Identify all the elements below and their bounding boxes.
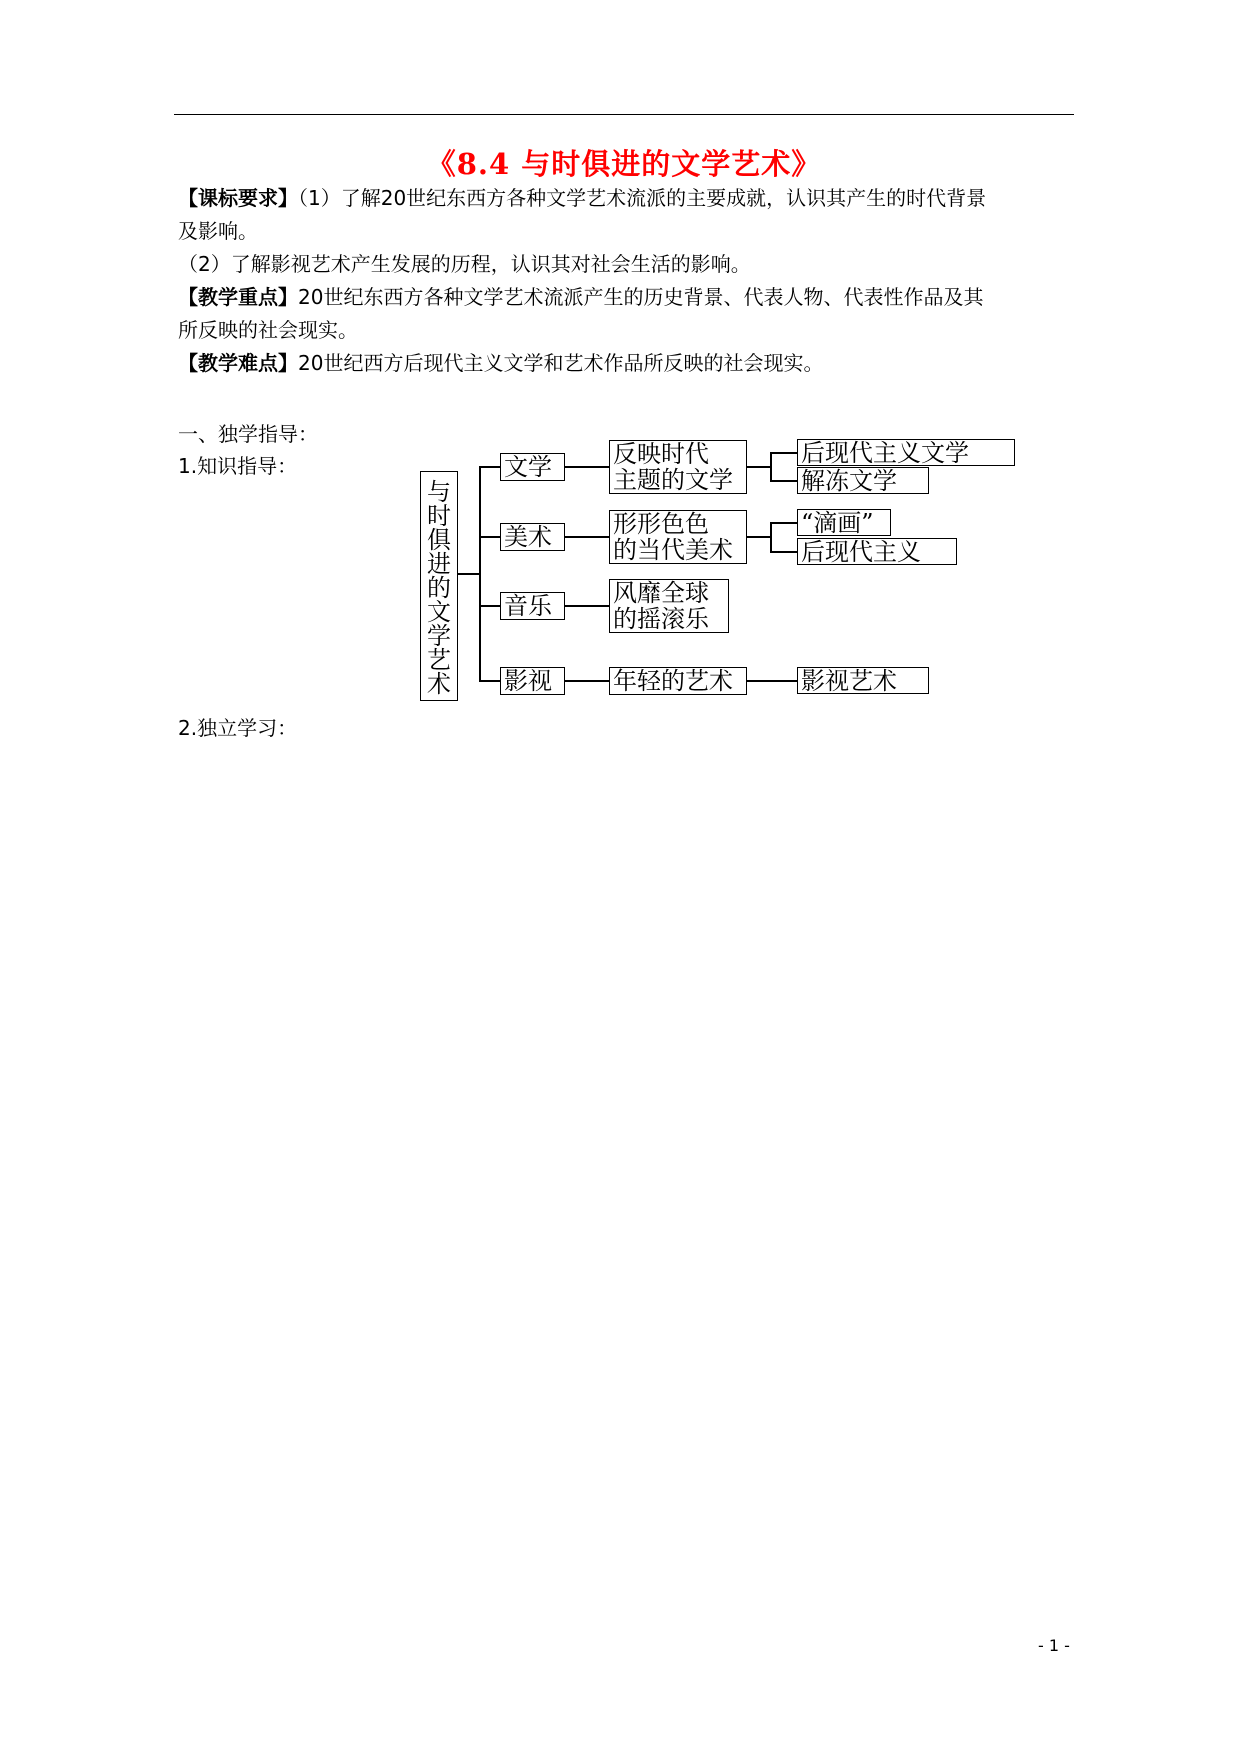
leaf-postmodernism: 后现代主义 <box>797 538 957 565</box>
curriculum-paragraph <box>178 182 1078 281</box>
bracket-art-bottom <box>770 551 798 553</box>
topic-film: 年轻的艺术 <box>609 667 747 695</box>
diagram-root: 与 时 俱 进 的 文 学 艺 术 <box>420 471 458 701</box>
page-number: - 1 - <box>1038 1636 1070 1655</box>
curriculum-text1: （1）了解20世纪东西方各种文学艺术流派的主要成就，认识其产生的时代背景 <box>298 186 987 210</box>
subheading-knowledge: 1.知识指导： <box>178 454 298 478</box>
bracket-art <box>770 522 772 551</box>
line-art-leaves <box>747 536 771 538</box>
bracket-literature-bottom <box>770 480 798 482</box>
key-point-text: 20世纪东西方各种文学艺术流派产生的历史背景、代表人物、代表性作品及其 <box>298 285 984 309</box>
leaf-film-art: 影视艺术 <box>797 667 929 694</box>
root-connector <box>458 573 480 575</box>
topic-music: 风靡全球 的摇滚乐 <box>609 579 729 633</box>
key-point-text-cont: 所反映的社会现实。 <box>178 318 358 342</box>
key-point-paragraph <box>178 281 1078 347</box>
header-rule <box>174 114 1074 115</box>
trunk-line <box>479 466 481 681</box>
line-film-topic <box>565 680 610 682</box>
topic-art: 形形色色 的当代美术 <box>609 510 747 564</box>
line-art-topic <box>565 536 610 538</box>
branch-film: 影视 <box>500 667 565 695</box>
line-film-leaf <box>747 680 798 682</box>
curriculum-label: 【课标要求】 <box>178 186 298 210</box>
trunk-branch-literature <box>479 466 501 468</box>
bracket-art-top <box>770 522 798 524</box>
branch-literature: 文学 <box>500 453 565 481</box>
bracket-literature <box>770 452 772 480</box>
leaf-thaw-literature: 解冻文学 <box>797 467 929 494</box>
leaf-postmodern-literature: 后现代主义文学 <box>797 439 1015 466</box>
curriculum-text2: （2）了解影视艺术产生发展的历程，认识其对社会生活的影响。 <box>178 252 751 276</box>
section-heading: 一、独学指导： <box>178 422 318 446</box>
branch-art: 美术 <box>500 523 565 551</box>
branch-music: 音乐 <box>500 592 565 620</box>
line-literature-leaves <box>747 466 771 468</box>
document-title: 《8.4 与时俱进的文学艺术》 <box>426 147 822 181</box>
curriculum-text1-cont: 及影响。 <box>178 219 258 243</box>
difficult-point-paragraph <box>178 347 1078 380</box>
difficult-point-label: 【教学难点】 <box>178 351 298 375</box>
trunk-branch-art <box>479 536 501 538</box>
bracket-literature-top <box>770 452 798 454</box>
knowledge-diagram <box>420 436 1060 696</box>
key-point-label: 【教学重点】 <box>178 285 298 309</box>
trunk-branch-music <box>479 605 501 607</box>
line-music-topic <box>565 605 610 607</box>
leaf-drip-painting: “滴画” <box>797 509 891 536</box>
subheading-independent-study: 2.独立学习： <box>178 716 298 740</box>
trunk-branch-film <box>479 680 501 682</box>
line-literature-topic <box>565 466 610 468</box>
difficult-point-text: 20世纪西方后现代主义文学和艺术作品所反映的社会现实。 <box>298 351 824 375</box>
topic-literature: 反映时代 主题的文学 <box>609 440 747 494</box>
